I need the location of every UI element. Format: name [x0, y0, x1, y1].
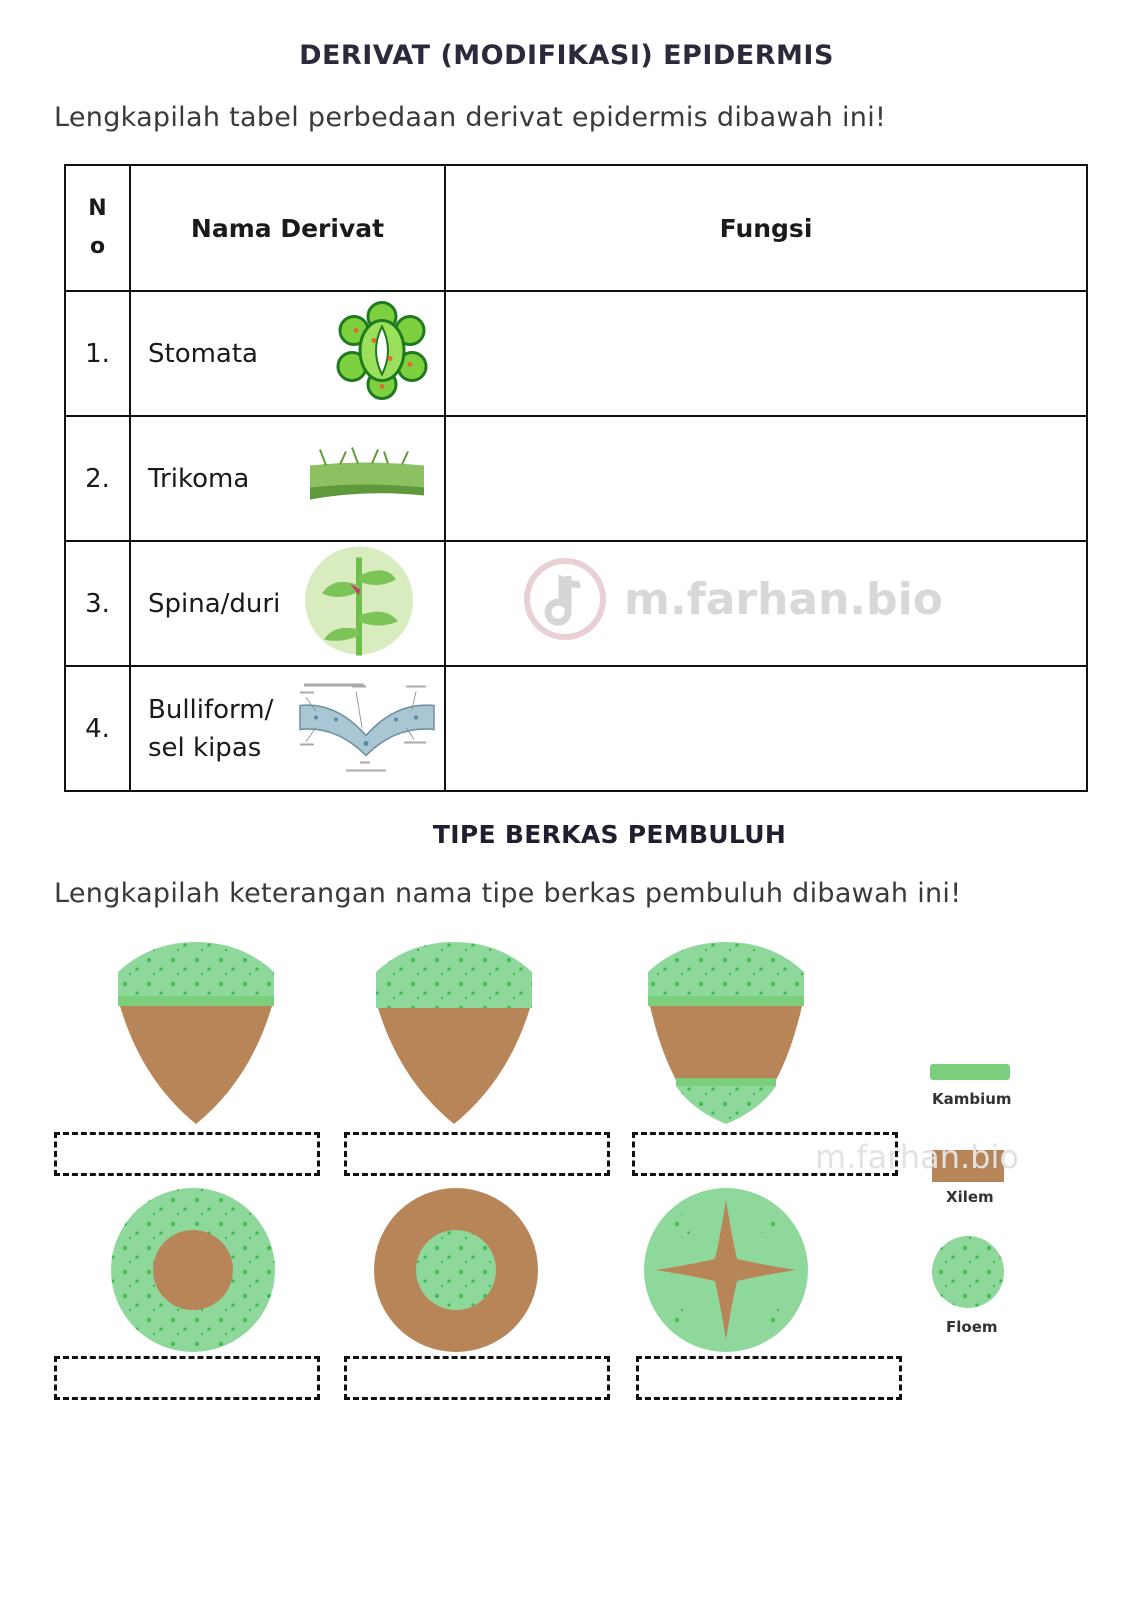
row-name-cell — [130, 416, 445, 541]
derivat-table — [64, 164, 1088, 792]
stomata-illustration — [336, 300, 428, 407]
row-name-cell — [130, 541, 445, 666]
row-name: Spina/duri — [148, 588, 281, 619]
row-no: 2. — [65, 416, 130, 541]
bundle-radial — [644, 1188, 808, 1352]
legend-xilem-label: Xilem — [946, 1188, 994, 1206]
row-function-cell[interactable] — [445, 416, 1087, 541]
table-header-row — [65, 165, 1087, 291]
row-no: 4. — [65, 666, 130, 791]
bundle-bicollateral — [648, 942, 804, 1124]
header-function: Fungsi — [445, 165, 1087, 291]
table-row — [65, 416, 1087, 541]
trichome-illustration — [306, 445, 428, 512]
legend-kambium-label: Kambium — [932, 1090, 1012, 1108]
answer-box-4[interactable] — [54, 1356, 320, 1400]
answer-box-6[interactable] — [636, 1356, 902, 1400]
answer-box-1[interactable] — [54, 1132, 320, 1176]
table-row — [65, 666, 1087, 791]
row-name: Bulliform/ sel kipas — [148, 694, 274, 763]
section-title-2: TIPE BERKAS PEMBULUH — [432, 820, 787, 849]
bundle-collateral-closed — [118, 942, 274, 1124]
row-no: 3. — [65, 541, 130, 666]
row-name-cell — [130, 291, 445, 416]
spine-illustration — [304, 545, 414, 662]
instruction-1: Lengkapilah tabel perbedaan derivat epidermis dibawah ini! — [54, 102, 887, 133]
watermark: m.farhan.bio — [522, 556, 943, 642]
music-note-icon — [522, 556, 608, 642]
answer-box-3[interactable] — [632, 1132, 898, 1176]
header-no: N o — [65, 165, 130, 291]
row-name: Trikoma — [148, 463, 250, 494]
vascular-bundle-diagrams — [0, 930, 1133, 1430]
row-function-cell[interactable] — [445, 666, 1087, 791]
page-title: DERIVAT (MODIFIKASI) EPIDERMIS — [299, 40, 834, 71]
header-name: Nama Derivat — [130, 165, 445, 291]
watermark-2: m.farhan.bio — [815, 1138, 1019, 1176]
bundle-amphivasal — [111, 1188, 275, 1352]
row-no: 1. — [65, 291, 130, 416]
answer-box-2[interactable] — [344, 1132, 610, 1176]
legend-floem-label: Floem — [946, 1318, 998, 1336]
bulliform-diagram — [296, 677, 438, 780]
table-row — [65, 291, 1087, 416]
bundle-amphicribral — [374, 1188, 538, 1352]
row-name-cell — [130, 666, 445, 791]
answer-box-5[interactable] — [344, 1356, 610, 1400]
bundle-collateral-open — [376, 942, 532, 1124]
instruction-2: Lengkapilah keterangan nama tipe berkas pembuluh dibawah ini! — [54, 878, 962, 909]
row-function-cell[interactable] — [445, 291, 1087, 416]
row-name: Stomata — [148, 338, 258, 369]
legend-kambium-swatch — [930, 1064, 1010, 1080]
